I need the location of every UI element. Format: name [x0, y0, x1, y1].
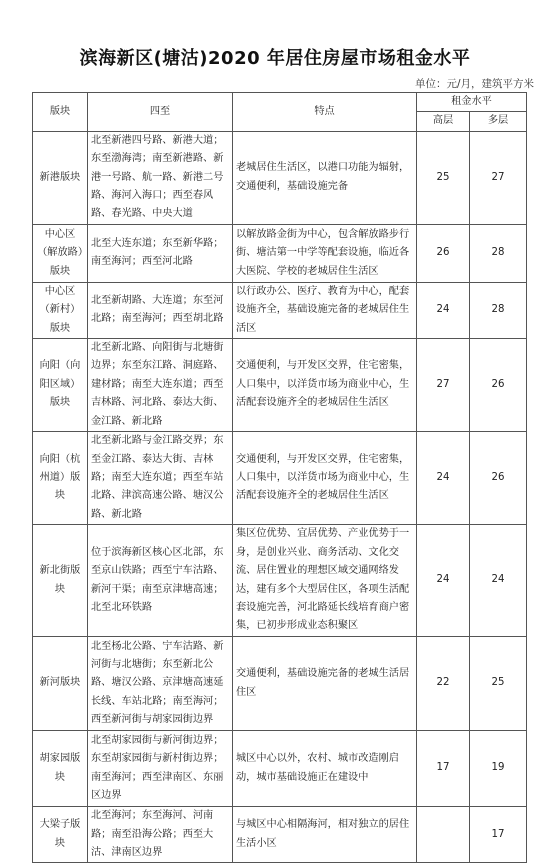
feature-cell: 交通便利，与开发区交界，住宅密集，人口集中，以洋货市场为商业中心，生活配套设施齐全的老城居住生活区: [233, 432, 417, 525]
rent-high-rise: 24: [417, 432, 470, 525]
boundary-cell: 位于滨海新区核心区北部，东至京山铁路；西至宁车沽路、新河干渠；南至京津塘高速；北至北环铁路: [88, 525, 233, 637]
rent-multi-storey: 19: [470, 731, 527, 807]
block-name: 向阳（向阳区域）版块: [33, 339, 88, 432]
block-name: 向阳（杭州道）版块: [33, 432, 88, 525]
table-row: [33, 432, 527, 525]
table-row: [33, 525, 527, 637]
feature-cell: 以解放路金街为中心，包含解放路步行街、塘沽第一中学等配套设施，临近各大医院、学校的老城居住生活区: [233, 224, 417, 282]
header-feature: 特点: [233, 93, 417, 132]
document-title: 滨海新区(塘沽)2020 年居住房屋市场租金水平: [79, 48, 471, 69]
boundary-cell: 北至新北路、向阳街与北塘街边界；东至东江路、洞庭路、建材路；南至大连东道；西至吉林路、河北路、泰达大街、金江路、新北路: [88, 339, 233, 432]
feature-cell: 集区位优势、宜居优势、产业优势于一身，是创业兴业、商务活动、文化交流、居住置业的理想区域交通网络发达，建有多个大型居住区，各项生活配套设施完善，河北路延长线培育商户密集，已初步形成业态积聚区: [233, 525, 417, 637]
block-name: 新河版块: [33, 637, 88, 731]
rent-high-rise: 17: [417, 731, 470, 807]
table-header: [33, 93, 527, 132]
header-high-rise: 高层: [417, 112, 470, 131]
rent-multi-storey: 27: [470, 131, 527, 224]
boundary-cell: 北至大连东道；东至新华路；南至海河；西至河北路: [88, 224, 233, 282]
rent-multi-storey: 26: [470, 432, 527, 525]
rent-high-rise: 26: [417, 224, 470, 282]
header-multi-storey: 多层: [470, 112, 527, 131]
block-name: 中心区（新村）版块: [33, 282, 88, 338]
header-rent-level: 租金水平: [417, 93, 527, 112]
rent-multi-storey: 25: [470, 637, 527, 731]
table-row: [33, 807, 527, 863]
feature-cell: 与城区中心相隔海河，相对独立的居住生活小区: [233, 807, 417, 863]
table-body: [33, 131, 527, 863]
header-block: 版块: [33, 93, 88, 132]
rent-multi-storey: 28: [470, 282, 527, 338]
table-row: [33, 339, 527, 432]
feature-cell: 老城居住生活区，以港口功能为辐射，交通便利，基础设施完备: [233, 131, 417, 224]
boundary-cell: 北至新胡路、大连道；东至河北路；南至海河；西至胡北路: [88, 282, 233, 338]
feature-cell: 交通便利，基础设施完备的老城生活居住区: [233, 637, 417, 731]
rent-high-rise: 27: [417, 339, 470, 432]
rent-high-rise: [417, 807, 470, 863]
block-name: 新北街版块: [33, 525, 88, 637]
rent-multi-storey: 24: [470, 525, 527, 637]
table-row: [33, 224, 527, 282]
feature-cell: 以行政办公、医疗、教育为中心，配套设施齐全，基础设施完备的老城居住生活区: [233, 282, 417, 338]
rent-table: [32, 92, 527, 863]
block-name: 新港版块: [33, 131, 88, 224]
boundary-cell: 北至杨北公路、宁车沽路、新河街与北塘街；东至新北公路、塘汉公路、京津塘高速延长线、车站北路；南至海河；西至新河街与胡家园街边界: [88, 637, 233, 731]
boundary-cell: 北至新北路与金江路交界；东至金江路、泰达大街、吉林路；南至大连东道；西至车站北路、津滨高速公路、塘汉公路、新北路: [88, 432, 233, 525]
feature-cell: 交通便利，与开发区交界，住宅密集，人口集中，以洋货市场为商业中心，生活配套设施齐全的老城居住生活区: [233, 339, 417, 432]
rent-high-rise: 24: [417, 525, 470, 637]
boundary-cell: 北至新港四号路、新港大道；东至渤海湾；南至新港路、新港一号路、航一路、新港二号路、海河入海口；西至春风路、春光路、中央大道: [88, 131, 233, 224]
rent-multi-storey: 26: [470, 339, 527, 432]
boundary-cell: 北至胡家园街与新河街边界；东至胡家园街与新村街边界；南至海河；西至津南区、东丽区边界: [88, 731, 233, 807]
block-name: 中心区（解放路）版块: [33, 224, 88, 282]
block-name: 胡家园版块: [33, 731, 88, 807]
header-boundary: 四至: [88, 93, 233, 132]
unit-note: 单位：元/月，建筑平方米: [414, 78, 534, 90]
rent-multi-storey: 17: [470, 807, 527, 863]
rent-multi-storey: 28: [470, 224, 527, 282]
feature-cell: 城区中心以外，农村、城市改造刚启动，城市基础设施正在建设中: [233, 731, 417, 807]
table-row: [33, 282, 527, 338]
table-row: [33, 131, 527, 224]
boundary-cell: 北至海河；东至海河、河南路；南至沿海公路；西至大沽、津南区边界: [88, 807, 233, 863]
table-row: [33, 731, 527, 807]
block-name: 大梁子版块: [33, 807, 88, 863]
rent-high-rise: 22: [417, 637, 470, 731]
rent-high-rise: 25: [417, 131, 470, 224]
table-row: [33, 637, 527, 731]
rent-high-rise: 24: [417, 282, 470, 338]
